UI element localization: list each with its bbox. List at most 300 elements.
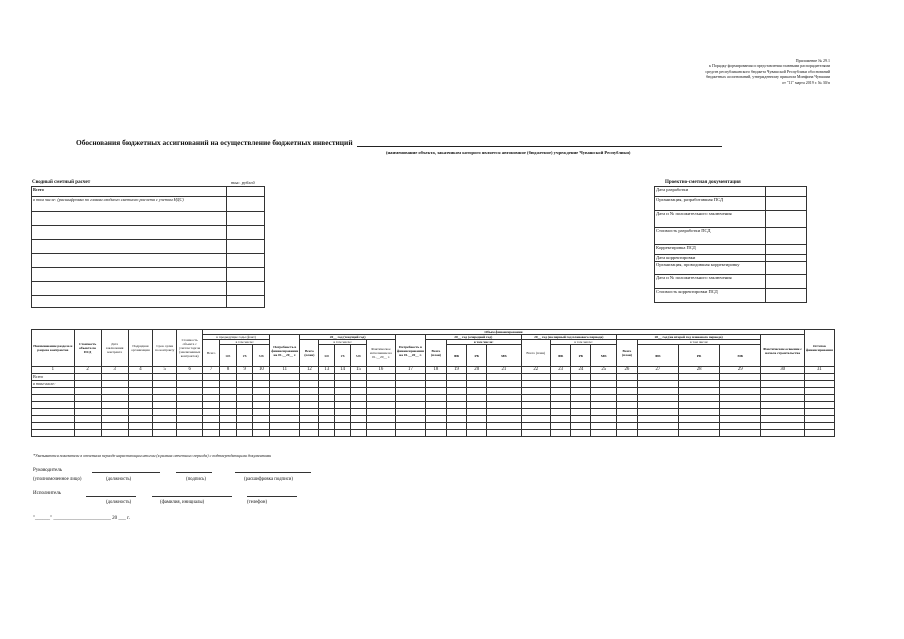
summary-value[interactable] xyxy=(227,282,265,296)
data-cell[interactable] xyxy=(571,409,591,416)
data-cell[interactable] xyxy=(351,430,367,437)
data-cell[interactable] xyxy=(571,388,591,395)
data-cell[interactable] xyxy=(101,388,128,395)
data-cell[interactable] xyxy=(236,409,253,416)
data-cell[interactable] xyxy=(426,423,447,430)
data-cell[interactable] xyxy=(761,388,804,395)
data-cell[interactable] xyxy=(177,423,203,430)
footnote: *Указываются показатели в отчетном периоде нарастающим итогом (в рамках отчетного периода) с подтверждающими документами xyxy=(33,453,272,458)
summary-value[interactable] xyxy=(227,187,265,197)
data-cell[interactable] xyxy=(637,402,678,409)
data-cell[interactable] xyxy=(101,374,128,381)
data-cell[interactable] xyxy=(203,402,220,409)
data-cell[interactable] xyxy=(521,423,550,430)
data-cell[interactable] xyxy=(551,395,571,402)
data-cell[interactable] xyxy=(551,374,571,381)
data-cell[interactable] xyxy=(128,409,153,416)
data-cell[interactable] xyxy=(128,374,153,381)
data-cell[interactable] xyxy=(395,374,425,381)
data-cell[interactable] xyxy=(467,388,487,395)
data-cell[interactable] xyxy=(319,416,335,423)
data-cell[interactable] xyxy=(300,388,319,395)
data-cell[interactable] xyxy=(446,409,466,416)
data-cell[interactable] xyxy=(351,381,367,388)
data-cell[interactable] xyxy=(366,388,395,395)
data-cell[interactable] xyxy=(571,381,591,388)
data-cell[interactable] xyxy=(335,374,351,381)
data-cell[interactable] xyxy=(426,430,447,437)
data-cell[interactable] xyxy=(571,423,591,430)
head-decode-line[interactable] xyxy=(235,472,311,473)
data-cell[interactable] xyxy=(551,409,571,416)
data-cell[interactable] xyxy=(679,374,720,381)
data-cell[interactable] xyxy=(761,402,804,409)
data-cell[interactable] xyxy=(203,430,220,437)
data-cell[interactable] xyxy=(319,395,335,402)
data-cell[interactable] xyxy=(128,402,153,409)
data-cell[interactable] xyxy=(679,430,720,437)
summary-value[interactable] xyxy=(227,240,265,254)
data-cell[interactable] xyxy=(679,409,720,416)
data-cell[interactable] xyxy=(128,416,153,423)
data-cell[interactable] xyxy=(319,402,335,409)
data-cell[interactable] xyxy=(153,409,177,416)
data-cell[interactable] xyxy=(487,402,521,409)
data-cell[interactable] xyxy=(467,381,487,388)
data-cell[interactable] xyxy=(253,374,270,381)
data-cell[interactable] xyxy=(319,381,335,388)
data-cell[interactable] xyxy=(446,381,466,388)
data-cell[interactable] xyxy=(395,416,425,423)
data-cell[interactable] xyxy=(153,402,177,409)
data-cell[interactable] xyxy=(720,374,761,381)
column-number: 28 xyxy=(679,367,720,374)
data-cell[interactable] xyxy=(395,395,425,402)
data-cell[interactable] xyxy=(521,388,550,395)
data-cell[interactable] xyxy=(351,416,367,423)
data-cell[interactable] xyxy=(616,381,637,388)
data-cell[interactable] xyxy=(74,430,101,437)
data-cell[interactable] xyxy=(74,388,101,395)
data-cell[interactable] xyxy=(101,409,128,416)
data-cell[interactable] xyxy=(220,430,237,437)
data-cell[interactable] xyxy=(467,409,487,416)
data-cell[interactable] xyxy=(551,423,571,430)
data-cell[interactable] xyxy=(101,423,128,430)
data-cell[interactable] xyxy=(366,423,395,430)
data-cell[interactable] xyxy=(101,416,128,423)
data-cell[interactable] xyxy=(521,402,550,409)
summary-value[interactable] xyxy=(227,296,265,308)
data-cell[interactable] xyxy=(335,381,351,388)
data-cell[interactable] xyxy=(804,416,834,423)
data-cell[interactable] xyxy=(270,423,300,430)
psd-value[interactable] xyxy=(766,245,807,255)
data-cell[interactable] xyxy=(203,416,220,423)
data-cell[interactable] xyxy=(128,423,153,430)
data-cell[interactable] xyxy=(446,388,466,395)
data-cell[interactable] xyxy=(300,395,319,402)
data-cell[interactable] xyxy=(101,381,128,388)
data-cell[interactable] xyxy=(220,416,237,423)
data-cell[interactable] xyxy=(616,409,637,416)
head-position-line[interactable] xyxy=(92,472,160,473)
data-cell[interactable] xyxy=(177,395,203,402)
data-cell[interactable] xyxy=(177,402,203,409)
data-cell[interactable] xyxy=(253,423,270,430)
data-cell[interactable] xyxy=(335,395,351,402)
data-cell[interactable] xyxy=(487,409,521,416)
data-cell[interactable] xyxy=(253,395,270,402)
data-cell[interactable] xyxy=(487,395,521,402)
data-cell[interactable] xyxy=(720,388,761,395)
data-cell[interactable] xyxy=(467,402,487,409)
data-cell[interactable] xyxy=(521,395,550,402)
data-cell[interactable] xyxy=(153,430,177,437)
data-cell[interactable] xyxy=(487,374,521,381)
data-cell[interactable] xyxy=(366,430,395,437)
data-cell[interactable] xyxy=(203,381,220,388)
data-cell[interactable] xyxy=(637,423,678,430)
data-cell[interactable] xyxy=(335,423,351,430)
data-cell[interactable] xyxy=(366,402,395,409)
data-cell[interactable] xyxy=(637,381,678,388)
data-cell[interactable] xyxy=(467,416,487,423)
data-cell[interactable] xyxy=(220,374,237,381)
data-cell[interactable] xyxy=(220,423,237,430)
data-cell[interactable] xyxy=(300,381,319,388)
data-cell[interactable] xyxy=(300,409,319,416)
data-cell[interactable] xyxy=(335,409,351,416)
data-cell[interactable] xyxy=(128,430,153,437)
data-cell[interactable] xyxy=(521,430,550,437)
data-cell[interactable] xyxy=(571,430,591,437)
data-cell[interactable] xyxy=(521,409,550,416)
data-cell[interactable] xyxy=(720,416,761,423)
psd-value[interactable] xyxy=(766,197,807,211)
data-cell[interactable] xyxy=(591,409,617,416)
data-cell[interactable] xyxy=(351,409,367,416)
data-cell[interactable] xyxy=(153,381,177,388)
data-cell[interactable] xyxy=(220,395,237,402)
summary-value[interactable] xyxy=(227,254,265,268)
data-cell[interactable] xyxy=(300,423,319,430)
data-cell[interactable] xyxy=(426,409,447,416)
data-cell[interactable] xyxy=(446,423,466,430)
data-cell[interactable] xyxy=(270,409,300,416)
psd-value[interactable] xyxy=(766,262,807,275)
data-cell[interactable] xyxy=(426,402,447,409)
psd-value[interactable] xyxy=(766,255,807,262)
data-cell[interactable] xyxy=(426,381,447,388)
data-cell[interactable] xyxy=(335,430,351,437)
data-cell[interactable] xyxy=(446,416,466,423)
data-cell[interactable] xyxy=(153,423,177,430)
data-cell[interactable] xyxy=(203,395,220,402)
data-cell[interactable] xyxy=(220,388,237,395)
data-cell[interactable] xyxy=(74,416,101,423)
data-cell[interactable] xyxy=(804,423,834,430)
data-cell[interactable] xyxy=(637,430,678,437)
data-cell[interactable] xyxy=(521,416,550,423)
psd-value[interactable] xyxy=(766,228,807,245)
col-contractor: Подрядная организация xyxy=(128,330,153,367)
data-cell[interactable] xyxy=(395,430,425,437)
data-cell[interactable] xyxy=(761,416,804,423)
data-cell[interactable] xyxy=(487,423,521,430)
data-cell[interactable] xyxy=(203,409,220,416)
data-cell[interactable] xyxy=(591,374,617,381)
executor-name-line[interactable] xyxy=(152,496,232,497)
data-cell[interactable] xyxy=(571,402,591,409)
data-cell[interactable] xyxy=(761,430,804,437)
data-cell[interactable] xyxy=(366,395,395,402)
data-cell[interactable] xyxy=(253,402,270,409)
data-cell[interactable] xyxy=(446,402,466,409)
data-cell[interactable] xyxy=(616,402,637,409)
data-cell[interactable] xyxy=(236,374,253,381)
summary-value[interactable] xyxy=(227,197,265,212)
data-cell[interactable] xyxy=(270,388,300,395)
object-name-line[interactable] xyxy=(357,146,722,147)
data-cell[interactable] xyxy=(395,402,425,409)
data-cell[interactable] xyxy=(616,395,637,402)
data-cell[interactable] xyxy=(101,395,128,402)
summary-value[interactable] xyxy=(227,212,265,226)
data-cell[interactable] xyxy=(804,395,834,402)
data-cell[interactable] xyxy=(300,416,319,423)
data-cell[interactable] xyxy=(300,374,319,381)
data-cell[interactable] xyxy=(177,430,203,437)
data-cell[interactable] xyxy=(679,416,720,423)
data-cell[interactable] xyxy=(366,374,395,381)
data-cell[interactable] xyxy=(366,381,395,388)
data-cell[interactable] xyxy=(395,409,425,416)
data-cell[interactable] xyxy=(571,416,591,423)
data-cell[interactable] xyxy=(351,423,367,430)
data-cell[interactable] xyxy=(270,430,300,437)
data-cell[interactable] xyxy=(319,409,335,416)
data-cell[interactable] xyxy=(236,388,253,395)
data-cell[interactable] xyxy=(446,374,466,381)
data-cell[interactable] xyxy=(679,402,720,409)
data-cell[interactable] xyxy=(591,416,617,423)
data-cell[interactable] xyxy=(637,388,678,395)
data-cell[interactable] xyxy=(101,402,128,409)
data-cell[interactable] xyxy=(521,374,550,381)
data-cell[interactable] xyxy=(74,395,101,402)
data-cell[interactable] xyxy=(761,395,804,402)
executor-phone-line[interactable] xyxy=(247,496,297,497)
data-cell[interactable] xyxy=(74,402,101,409)
data-cell[interactable] xyxy=(446,430,466,437)
data-cell[interactable] xyxy=(74,409,101,416)
data-cell[interactable] xyxy=(270,416,300,423)
data-cell[interactable] xyxy=(153,388,177,395)
data-cell[interactable] xyxy=(720,423,761,430)
data-cell[interactable] xyxy=(426,374,447,381)
data-cell[interactable] xyxy=(571,374,591,381)
date-line[interactable]: "______" _______________________ 20 ___ г. xyxy=(33,516,130,521)
data-cell[interactable] xyxy=(319,430,335,437)
data-cell[interactable] xyxy=(487,381,521,388)
data-cell[interactable] xyxy=(351,402,367,409)
data-cell[interactable] xyxy=(319,374,335,381)
psd-value[interactable] xyxy=(766,187,807,197)
data-cell[interactable] xyxy=(804,430,834,437)
data-cell[interactable] xyxy=(128,395,153,402)
data-cell[interactable] xyxy=(253,381,270,388)
data-cell[interactable] xyxy=(203,388,220,395)
data-cell[interactable] xyxy=(366,409,395,416)
data-cell[interactable] xyxy=(236,402,253,409)
data-cell[interactable] xyxy=(487,416,521,423)
data-cell[interactable] xyxy=(616,430,637,437)
data-cell[interactable] xyxy=(128,381,153,388)
data-cell[interactable] xyxy=(804,409,834,416)
data-cell[interactable] xyxy=(128,388,153,395)
data-cell[interactable] xyxy=(591,381,617,388)
data-cell[interactable] xyxy=(153,374,177,381)
data-cell[interactable] xyxy=(720,381,761,388)
data-cell[interactable] xyxy=(395,423,425,430)
data-cell[interactable] xyxy=(335,416,351,423)
data-cell[interactable] xyxy=(270,395,300,402)
data-cell[interactable] xyxy=(637,395,678,402)
data-cell[interactable] xyxy=(220,402,237,409)
data-cell[interactable] xyxy=(236,395,253,402)
psd-value[interactable] xyxy=(766,211,807,228)
data-cell[interactable] xyxy=(467,423,487,430)
data-cell[interactable] xyxy=(236,416,253,423)
data-cell[interactable] xyxy=(153,416,177,423)
data-cell[interactable] xyxy=(761,381,804,388)
data-cell[interactable] xyxy=(616,374,637,381)
head-signature-line[interactable] xyxy=(176,472,212,473)
data-cell[interactable] xyxy=(616,416,637,423)
data-cell[interactable] xyxy=(446,395,466,402)
data-cell[interactable] xyxy=(426,395,447,402)
data-cell[interactable] xyxy=(426,388,447,395)
data-cell[interactable] xyxy=(467,430,487,437)
data-cell[interactable] xyxy=(236,423,253,430)
data-cell[interactable] xyxy=(270,381,300,388)
data-cell[interactable] xyxy=(591,430,617,437)
data-cell[interactable] xyxy=(300,430,319,437)
data-cell[interactable] xyxy=(804,388,834,395)
data-cell[interactable] xyxy=(177,374,203,381)
psd-value[interactable] xyxy=(766,289,807,303)
data-cell[interactable] xyxy=(679,395,720,402)
data-cell[interactable] xyxy=(637,409,678,416)
data-cell[interactable] xyxy=(395,388,425,395)
data-cell[interactable] xyxy=(270,374,300,381)
data-cell[interactable] xyxy=(426,416,447,423)
data-cell[interactable] xyxy=(220,381,237,388)
data-cell[interactable] xyxy=(220,409,237,416)
data-cell[interactable] xyxy=(270,402,300,409)
data-cell[interactable] xyxy=(720,409,761,416)
data-cell[interactable] xyxy=(551,402,571,409)
data-cell[interactable] xyxy=(487,430,521,437)
data-cell[interactable] xyxy=(679,423,720,430)
data-cell[interactable] xyxy=(101,430,128,437)
data-cell[interactable] xyxy=(335,388,351,395)
data-cell[interactable] xyxy=(804,402,834,409)
data-cell[interactable] xyxy=(253,430,270,437)
data-cell[interactable] xyxy=(236,381,253,388)
data-cell[interactable] xyxy=(74,423,101,430)
data-cell[interactable] xyxy=(761,409,804,416)
data-cell[interactable] xyxy=(551,381,571,388)
data-cell[interactable] xyxy=(637,416,678,423)
data-cell[interactable] xyxy=(351,395,367,402)
data-cell[interactable] xyxy=(253,409,270,416)
data-cell[interactable] xyxy=(203,374,220,381)
psd-value[interactable] xyxy=(766,275,807,289)
data-cell[interactable] xyxy=(74,374,101,381)
data-cell[interactable] xyxy=(319,388,335,395)
data-cell[interactable] xyxy=(551,388,571,395)
data-cell[interactable] xyxy=(761,374,804,381)
data-cell[interactable] xyxy=(467,395,487,402)
data-cell[interactable] xyxy=(177,381,203,388)
data-cell[interactable] xyxy=(637,374,678,381)
data-cell[interactable] xyxy=(74,381,101,388)
summary-value[interactable] xyxy=(227,268,265,282)
data-cell[interactable] xyxy=(253,388,270,395)
data-cell[interactable] xyxy=(761,423,804,430)
summary-value[interactable] xyxy=(227,226,265,240)
data-cell[interactable] xyxy=(236,430,253,437)
data-cell[interactable] xyxy=(571,395,591,402)
data-cell[interactable] xyxy=(203,423,220,430)
data-cell[interactable] xyxy=(804,374,834,381)
data-cell[interactable] xyxy=(616,423,637,430)
data-cell[interactable] xyxy=(720,402,761,409)
data-cell[interactable] xyxy=(319,423,335,430)
data-cell[interactable] xyxy=(153,395,177,402)
data-cell[interactable] xyxy=(177,409,203,416)
data-cell[interactable] xyxy=(551,416,571,423)
col-need-2: Потребность в финансировании на 01.__20__ г. xyxy=(395,335,425,367)
data-cell[interactable] xyxy=(591,388,617,395)
data-cell[interactable] xyxy=(177,416,203,423)
data-cell[interactable] xyxy=(300,402,319,409)
data-cell[interactable] xyxy=(351,388,367,395)
data-cell[interactable] xyxy=(591,402,617,409)
data-cell[interactable] xyxy=(351,374,367,381)
data-cell[interactable] xyxy=(591,395,617,402)
data-cell[interactable] xyxy=(804,381,834,388)
data-cell[interactable] xyxy=(679,388,720,395)
data-cell[interactable] xyxy=(591,423,617,430)
data-cell[interactable] xyxy=(335,402,351,409)
data-cell[interactable] xyxy=(467,374,487,381)
executor-position-line[interactable] xyxy=(86,496,136,497)
data-cell[interactable] xyxy=(487,388,521,395)
data-cell[interactable] xyxy=(720,395,761,402)
data-cell[interactable] xyxy=(551,430,571,437)
data-cell[interactable] xyxy=(521,381,550,388)
data-cell[interactable] xyxy=(253,416,270,423)
data-cell[interactable] xyxy=(616,388,637,395)
data-cell[interactable] xyxy=(177,388,203,395)
data-cell[interactable] xyxy=(720,430,761,437)
data-cell[interactable] xyxy=(366,416,395,423)
data-cell[interactable] xyxy=(679,381,720,388)
data-cell[interactable] xyxy=(395,381,425,388)
